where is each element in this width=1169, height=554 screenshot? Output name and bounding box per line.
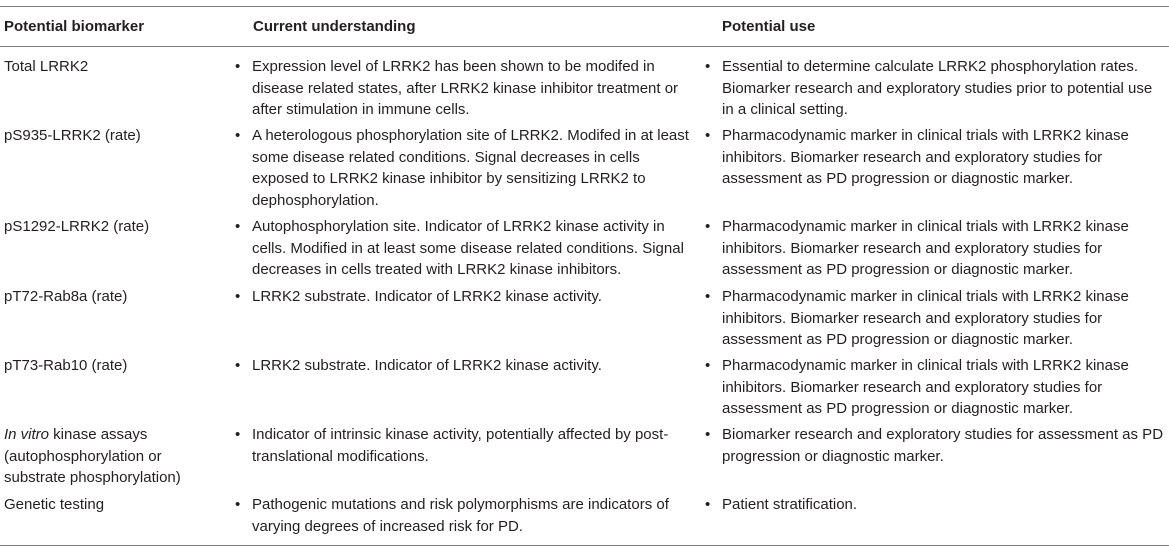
biomarker-italic-text: In vitro: [4, 426, 50, 443]
bullet-icon: •: [705, 357, 711, 374]
use-cell: [703, 216, 1165, 281]
use-text: Biomarker research and exploratory studies for assessment as PD progression or diagnostic marker.: [722, 426, 1164, 465]
bullet-icon: •: [705, 496, 711, 513]
biomarker-cell: pS935-LRRK2 (rate): [4, 127, 141, 144]
bullet-icon: •: [235, 288, 241, 305]
understanding-cell: [233, 286, 695, 308]
bullet-icon: •: [235, 496, 241, 513]
use-text: Pharmacodynamic marker in clinical trials with LRRK2 kinase inhibitors. Biomarker research and exploratory studies for assessment as PD progression or diagnostic marker.: [722, 288, 1129, 349]
bullet-icon: •: [235, 58, 241, 75]
understanding-text: Autophosphorylation site. Indicator of LRRK2 kinase activity in cells. Modified in at least some disease related conditions. Signal decreases in cells treated with LRRK2 kinase inhibitors.: [252, 218, 684, 279]
understanding-text: Pathogenic mutations and risk polymorphisms are indicators of varying degrees of increased risk for PD.: [252, 496, 669, 535]
use-cell: [703, 355, 1165, 420]
use-cell: [703, 56, 1165, 121]
use-cell: [703, 494, 1165, 516]
understanding-text: Indicator of intrinsic kinase activity, potentially affected by post-translational modifications.: [252, 426, 669, 465]
understanding-cell: [233, 494, 695, 537]
understanding-cell: [233, 216, 695, 281]
use-cell: [703, 424, 1165, 467]
header-potential-use: Potential use: [722, 18, 816, 35]
bullet-icon: •: [705, 288, 711, 305]
biomarker-cell: pS1292-LRRK2 (rate): [4, 218, 150, 235]
understanding-text: LRRK2 substrate. Indicator of LRRK2 kinase activity.: [252, 357, 602, 374]
bullet-icon: •: [235, 357, 241, 374]
use-cell: [703, 286, 1165, 351]
understanding-text: LRRK2 substrate. Indicator of LRRK2 kinase activity.: [252, 288, 602, 305]
bullet-icon: •: [235, 218, 241, 235]
biomarker-cell: Total LRRK2: [4, 58, 89, 75]
understanding-text: A heterologous phosphorylation site of LRRK2. Modifed in at least some disease related conditions. Signal decreases in cells exposed to LRRK2 kinase inhibitor by sensitizing LRRK2 to dephosphorylation.: [252, 127, 689, 209]
bullet-icon: •: [235, 426, 241, 443]
header-rule: [0, 46, 1169, 47]
bullet-icon: •: [235, 127, 241, 144]
bullet-icon: •: [705, 127, 711, 144]
use-cell: [703, 125, 1165, 190]
understanding-cell: [233, 56, 695, 121]
table-top-rule: [0, 6, 1169, 7]
use-text: Pharmacodynamic marker in clinical trials with LRRK2 kinase inhibitors. Biomarker research and exploratory studies for assessment as PD progression or diagnostic marker.: [722, 357, 1129, 418]
understanding-cell: [233, 125, 695, 211]
biomarker-text: kinase assays (autophosphorylation or substrate phosphorylation): [4, 426, 181, 487]
use-text: Patient stratification.: [722, 496, 858, 513]
table-bottom-rule: [0, 545, 1169, 546]
understanding-cell: [233, 424, 695, 467]
biomarker-cell: pT72-Rab8a (rate): [4, 288, 128, 305]
biomarker-cell: [4, 424, 219, 489]
use-text: Pharmacodynamic marker in clinical trials with LRRK2 kinase inhibitors. Biomarker research and exploratory studies for assessment as PD progression or diagnostic marker.: [722, 218, 1129, 279]
header-current-understanding: Current understanding: [253, 18, 416, 35]
use-text: Essential to determine calculate LRRK2 phosphorylation rates. Biomarker research and exploratory studies prior to potential use in a clinical setting.: [722, 58, 1153, 119]
understanding-text: Expression level of LRRK2 has been shown to be modifed in disease related states, after LRRK2 kinase inhibitor treatment or after stimulation in immune cells.: [252, 58, 679, 119]
bullet-icon: •: [705, 426, 711, 443]
bullet-icon: •: [705, 218, 711, 235]
use-text: Pharmacodynamic marker in clinical trials with LRRK2 kinase inhibitors. Biomarker research and exploratory studies for assessment as PD progression or diagnostic marker.: [722, 127, 1129, 188]
biomarker-cell: Genetic testing: [4, 496, 105, 513]
understanding-cell: [233, 355, 695, 377]
biomarker-cell: pT73-Rab10 (rate): [4, 357, 128, 374]
bullet-icon: •: [705, 58, 711, 75]
header-potential-biomarker: Potential biomarker: [4, 18, 145, 35]
